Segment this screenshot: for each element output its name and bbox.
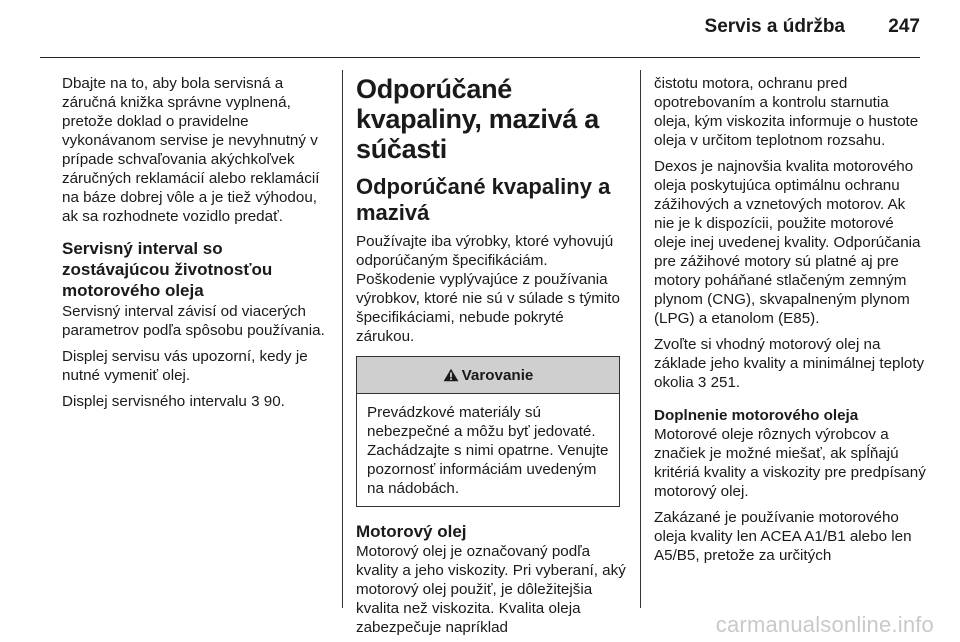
dexos-paragraph: Dexos je najnovšia kvalita motorového oleja poskytujúca optimálnu ochranu zážihových a vznetových motorov. Ak nie je k dispozícii, použite motorové oleje inej uvedenej kvality. Odporúčania pre zážihové motory sú platné aj pre motory poháňané stlačeným zemným plynom (CNG), skvapalneným plynom (LPG) a etanolom (E85). — [654, 158, 921, 327]
column-divider-2 — [640, 70, 641, 608]
page-header — [40, 0, 920, 58]
section-heading: Odporúčané kvapaliny, mazivá a súčasti — [356, 74, 599, 164]
column-1 — [62, 74, 332, 418]
oil-refill-heading: Doplnenie motorového oleja — [654, 407, 859, 424]
fluids-paragraph: Používajte iba výrobky, ktoré vyhovujú odporúčaným špecifikáciám. Poškodenie vyplývajúce z používania výrobkov, ktoré nie sú v súlade s týmito špecifikáciami, nebude pokryté zárukou. — [356, 233, 620, 345]
service-display-reference: Displej servisného intervalu 3 90. — [62, 393, 285, 410]
oil-quality-continued: čistotu motora, ochranu pred opotrebovaním a kontrolu starnutia oleja, kým viskozita informuje o hustote oleja v určitom teplotnom rozsahu. — [654, 75, 919, 149]
column-3 — [654, 74, 926, 572]
page-number: 247 — [888, 16, 920, 37]
warning-text: Prevádzkové materiály sú nebezpečné a môžu byť jedovaté. Zachádzajte s nimi opatrne. Venujte pozornosť informáciám uvedeným na nádobách. — [367, 404, 609, 497]
chapter-title: Servis a údržba — [704, 16, 845, 37]
subsection-heading: Odporúčané kvapaliny a mazivá — [356, 174, 611, 225]
header-divider — [40, 57, 920, 58]
oil-prohibited-paragraph: Zakázané je používanie motorového oleja kvality len ACEA A1/B1 alebo len A5/B5, pretože za určitých — [654, 509, 912, 564]
warning-box — [356, 356, 620, 507]
watermark: carmanualsonline.info — [715, 612, 934, 637]
warning-title: Varovanie — [461, 366, 534, 384]
warning-triangle-icon — [443, 368, 459, 382]
column-2 — [356, 74, 626, 642]
oil-selection-paragraph: Zvoľte si vhodný motorový olej na základe jeho kvality a minimálnej teploty okolia 3 251. — [654, 336, 925, 391]
engine-oil-paragraph: Motorový olej je označovaný podľa kvality a jeho viskozity. Pri vyberaní, aký motorový olej použiť, je dôležitejšia kvalita než viskozita. Kvalita oleja zabezpečuje napríklad — [356, 543, 626, 636]
engine-oil-heading: Motorový olej — [356, 522, 467, 541]
service-display-paragraph: Displej servisu vás upozorní, kedy je nutné vymeniť olej. — [62, 348, 308, 384]
service-interval-heading: Servisný interval so zostávajúcou životnosťou motorového oleja — [62, 239, 273, 300]
service-interval-paragraph: Servisný interval závisí od viacerých parametrov podľa spôsobu používania. — [62, 303, 325, 339]
oil-mixing-paragraph: Motorové oleje rôznych výrobcov a značiek je možné miešať, ak spĺňajú kritériá kvality a viskozity pre predpísaný motorový olej. — [654, 426, 926, 500]
intro-paragraph: Dbajte na to, aby bola servisná a záručná knižka správne vyplnená, pretože doklad o pravidelne vykonávanom servise je nevyhnutný v prípade schvaľovania akýchkoľvek záručných reklamácií alebo reklamácií na báze dobrej vôle a je tiež výhodou, ak sa rozhodnete vozidlo predať. — [62, 75, 320, 225]
warning-header — [357, 357, 619, 394]
column-divider-1 — [342, 70, 343, 608]
